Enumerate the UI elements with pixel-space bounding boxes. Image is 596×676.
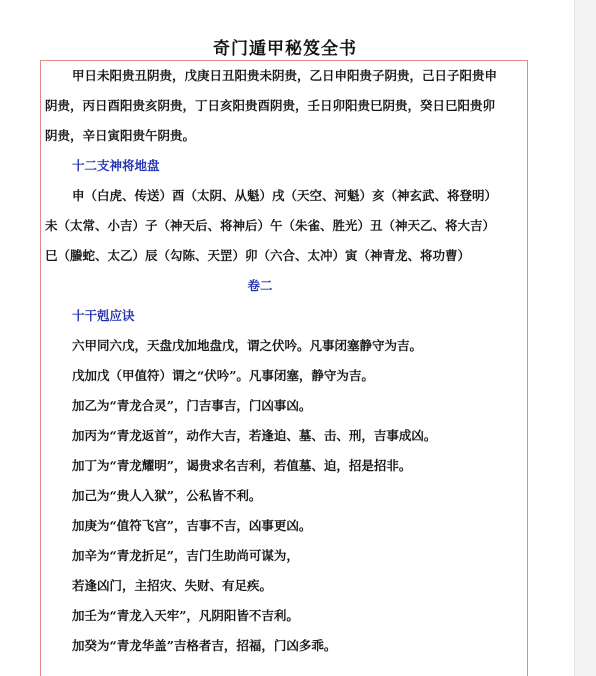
text-line: 未（太常、小吉）子（神天后、将神后）午（朱雀、胜光）丑（神天乙、将大吉） [45,218,496,233]
text-line: 加辛为“青龙折足”，吉门生助尚可谋为， [72,548,299,563]
text-line: 戊加戊（甲值符）谓之“伏吟”。凡事闭塞，静守为吉。 [72,368,374,383]
volume-heading: 卷二 [247,278,273,293]
text-line: 加癸为“青龙华盖”吉格者吉，招福，门凶多乖。 [72,638,337,653]
text-line: 六甲同六戊，天盘戊加地盘戊，谓之伏吟。凡事闭塞静守为吉。 [72,338,423,353]
text-line: 加庚为“值符飞宫”，吉事不吉，凶事更凶。 [72,518,312,533]
text-line: 阴贵，辛日寅阳贵午阴贵。 [45,128,196,143]
section-heading: 十二支神将地盘 [72,158,160,173]
text-line: 加丁为“青龙耀明”，谒贵求名吉利，若值墓、迫，招是招非。 [72,458,412,473]
text-line: 阴贵，丙日酉阳贵亥阴贵，丁日亥阳贵酉阴贵，壬日卯阳贵巳阴贵，癸日巳阳贵卯 [45,98,496,113]
text-line: 加乙为“青龙合灵”，门吉事吉，门凶事凶。 [72,398,312,413]
section-heading: 十干剋应诀 [72,308,135,323]
text-line: 加己为“贵人入狱”，公私皆不利。 [72,488,262,503]
text-line: 若逢凶门，主招灾、失财、有足疾。 [72,578,273,593]
text-line: 加丙为“青龙返首”，动作大吉，若逢迫、墓、击、刑，吉事成凶。 [72,428,437,443]
document-title: 奇门遁甲秘笈全书 [213,39,357,59]
viewer-side-panel [574,0,596,676]
text-line: 甲日未阳贵丑阴贵，戊庚日丑阳贵未阴贵，乙日申阳贵子阴贵，己日子阳贵申 [72,68,498,83]
text-line: 申（白虎、传送）酉（太阴、从魁）戌（天空、河魁）亥（神玄武、将登明） [72,188,498,203]
text-line: 加壬为“青龙入天牢”，凡阴阳皆不吉利。 [72,608,299,623]
text-line: 巳（螣蛇、太乙）辰（勾陈、天罡）卯（六合、太冲）寅（神青龙、将功曹） [45,248,471,263]
